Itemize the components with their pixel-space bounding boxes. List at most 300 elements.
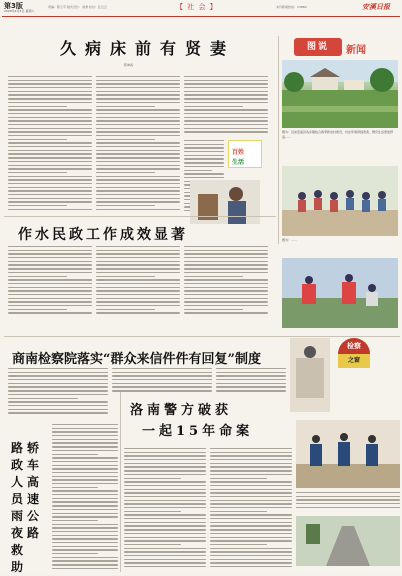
text-line [52,542,118,543]
text-line [210,551,292,552]
text-line [8,412,108,413]
text-line [96,124,180,125]
text-line [52,483,118,484]
text-line [52,520,98,521]
activity-photo-1-scene [282,166,398,236]
text-line [8,161,92,162]
text-line [8,246,92,247]
text-line [96,102,180,103]
text-line [8,106,67,107]
text-line [124,562,206,563]
text-line [8,209,92,210]
page-header [0,0,402,16]
text-line [124,474,206,475]
text-line [96,135,180,136]
text-line [112,368,212,369]
text-line [52,538,118,539]
text-line [210,540,292,541]
text-line [124,537,206,538]
hotline-meta: 本刊新闻热线：13860 [276,5,307,9]
issue-date: 2020年4月4日 星期六 [4,9,35,13]
text-line [112,386,212,387]
text-line [8,98,92,99]
text-line [8,91,92,92]
text-line [52,531,118,532]
column-divider [278,36,279,244]
text-line [96,190,180,191]
text-line [8,368,108,369]
picture-news-badge: 图说 [294,38,342,56]
text-line [52,498,118,499]
text-line [96,283,180,284]
text-line [124,496,206,497]
text-line [96,165,180,166]
text-line [96,146,180,147]
text-line [184,309,243,310]
text-line [124,514,206,515]
text-line [96,179,180,180]
text-line [184,144,224,145]
text-line [210,466,292,467]
text-line [96,309,155,310]
text-line [52,501,118,502]
text-line [184,253,268,254]
text-line [210,463,292,464]
prosecutor-photo-scene [290,338,330,412]
text-line [210,548,292,549]
text-line [96,139,155,140]
text-line [124,548,206,549]
text-line [112,390,212,391]
text-line [96,287,180,288]
text-line [8,409,108,410]
text-line [96,298,180,299]
text-line [216,379,286,380]
text-line [52,487,98,488]
text-line [96,150,180,151]
text-line [210,514,292,515]
text-line [52,424,118,425]
text-line [96,276,155,277]
text-line [52,535,118,536]
prosecutor-window-badge [334,338,374,370]
text-line [184,155,224,156]
story1-photo-scene [190,180,260,224]
text-line [8,142,92,143]
text-line [124,540,206,541]
text-line [8,257,92,258]
text-line [184,290,268,291]
text-line [184,298,268,299]
text-line [210,455,292,456]
text-line [96,161,180,162]
text-line [8,190,92,191]
text-line [8,87,92,88]
text-line [8,150,92,151]
text-line [210,470,292,471]
text-line [210,507,292,508]
text-line [184,170,212,171]
text-line [8,250,92,251]
text-line [8,179,92,180]
text-line [184,166,224,167]
text-line [184,117,268,118]
text-line [8,135,92,136]
text-line [96,209,180,210]
text-line [52,465,118,466]
text-line [8,102,92,103]
text-line [8,298,92,299]
text-line [96,117,180,118]
text-line [216,383,286,384]
page-number: 第3版 [4,2,23,10]
text-line [96,91,180,92]
text-line [96,250,180,251]
text-line [184,276,243,277]
text-line [96,128,180,129]
text-line [296,499,400,500]
story2-body-col2 [96,246,180,318]
text-line [96,168,180,169]
text-line [8,80,92,81]
text-line [8,261,92,262]
text-line [8,372,108,373]
text-line [8,276,67,277]
text-line [52,560,118,561]
caption-a: 图为：近来安溪县各乡镇结合春季新农村建设，村庄环境得到改善，群众生活更加舒适…… [282,130,394,139]
text-line [96,301,180,302]
text-line [52,557,118,558]
text-line [96,294,180,295]
story5-headline-col2: 路 政 人 员 雨 夜 救 助 [10,441,23,574]
activity-photo-1 [282,166,398,236]
text-line [124,452,206,453]
text-line [8,113,92,114]
story5-headline-col1: 轿 车 高 速 公 路 [26,441,39,540]
text-line [112,375,212,376]
text-line [8,83,92,84]
text-line [52,564,118,565]
editor-meta: 责编：陈兰平 版式设计：刘秀 校对：张云云 [48,5,107,9]
text-line [96,194,180,195]
text-line [52,505,118,506]
text-line [210,555,292,556]
text-line [184,272,268,273]
text-line [184,158,224,159]
story4-headline [130,400,253,442]
text-line [52,446,118,447]
text-line [8,386,108,387]
text-line [296,503,400,504]
text-line [52,546,118,547]
text-line [124,459,206,460]
text-line [96,198,180,199]
text-line [8,176,92,177]
text-line [52,494,118,495]
text-line [184,87,268,88]
text-line [96,279,180,280]
text-line [184,162,224,163]
text-line [8,187,92,188]
text-line [184,80,268,81]
text-line [184,287,268,288]
text-line [210,503,292,504]
text-line [216,386,286,387]
text-line [8,390,108,391]
text-line [124,500,206,501]
text-line [216,368,286,369]
text-line [112,383,212,384]
text-line [216,372,286,373]
text-line [8,94,92,95]
text-line [184,91,268,92]
road-photo [296,516,400,566]
text-line [52,428,118,429]
header-rule [2,16,400,17]
text-line [184,279,268,280]
story5-body [52,424,118,572]
text-line [96,176,180,177]
text-line [124,544,181,545]
text-line [184,109,268,110]
story1-body-col2 [96,76,180,216]
text-line [52,442,118,443]
text-line [124,533,206,534]
text-line [52,472,118,473]
text-line [210,492,292,493]
text-line [8,279,92,280]
text-line [96,157,180,158]
text-line [8,165,92,166]
text-line [52,450,118,451]
story1-photo [190,180,260,224]
text-line [52,524,118,525]
text-line [216,390,286,391]
village-photo [282,60,398,128]
text-line [52,509,118,510]
text-line [184,124,268,125]
text-line [96,83,180,84]
text-line [8,124,92,125]
text-line [8,272,92,273]
caption-b: 图为：…… [282,238,298,242]
newspaper-logo: 安溪日报 [362,2,390,11]
text-line [8,268,92,269]
text-line [184,305,268,306]
text-line [124,466,206,467]
text-line [52,513,118,514]
text-line [8,264,92,265]
picture-news-banner [282,38,400,58]
text-line [96,201,180,202]
text-line [124,529,206,530]
case-badge-bottom: 之窗 [338,354,370,368]
text-line [184,94,268,95]
text-line [124,478,181,479]
text-line [96,80,180,81]
text-line [52,461,118,462]
text-line [8,183,92,184]
text-line [8,194,92,195]
story-divider [4,216,276,217]
text-line [124,448,206,449]
text-line [210,522,292,523]
text-line [96,261,180,262]
village-meeting-photo-scene [296,420,400,488]
text-line [96,120,180,121]
text-line [184,76,268,77]
caption-c-lines [296,492,400,512]
text-line [96,87,180,88]
text-line [210,533,292,534]
text-line [210,518,292,519]
text-line [8,405,108,406]
text-line [52,516,118,517]
text-line [184,264,268,265]
text-line [216,375,286,376]
text-line [210,489,292,490]
story3-body-col2 [112,368,212,396]
story2-body-col1 [8,246,92,318]
text-line [8,205,67,206]
text-line [184,250,268,251]
text-line [210,500,292,501]
story4-headline-line2: 一起15年命案 [142,424,254,439]
text-line [8,312,92,313]
text-line [8,146,92,147]
text-line [96,305,180,306]
text-line [124,455,206,456]
text-line [210,448,292,449]
text-line [8,131,92,132]
text-line [184,294,268,295]
text-line [52,476,118,477]
text-line [184,301,268,302]
text-line [8,128,92,129]
text-line [184,151,224,152]
text-line [210,544,267,545]
text-line [184,257,268,258]
village-photo-scene [282,60,398,128]
text-line [184,106,243,107]
text-line [184,140,224,141]
text-line [8,117,92,118]
text-line [96,272,180,273]
text-line [52,457,118,458]
text-line [52,490,118,491]
text-line [124,525,206,526]
text-line [52,479,118,480]
baixing-promo-box [228,140,262,168]
text-line [210,452,292,453]
activity-photo-2 [282,258,398,328]
promo-line2: 生活 [232,159,245,166]
text-line [296,507,400,508]
text-line [96,268,180,269]
text-line [96,257,180,258]
text-line [8,375,108,376]
text-line [184,173,224,174]
text-line [8,287,92,288]
text-line [124,485,206,486]
text-line [296,492,400,493]
text-line [124,503,206,504]
road-photo-scene [296,516,400,566]
text-line [184,128,268,129]
story2-headline: 作水民政工作成效显著 [18,227,188,243]
text-line [124,507,206,508]
text-line [112,379,212,380]
text-line [210,529,292,530]
text-line [52,435,118,436]
story3-headline: 商南检察院落实“群众来信件件有回复”制度 [12,352,261,367]
text-line [112,372,212,373]
text-line [8,172,67,173]
text-line [8,198,92,199]
activity-photo-2-scene [282,258,398,328]
text-line [96,187,180,188]
text-line [210,537,292,538]
text-line [8,153,92,154]
text-line [124,555,206,556]
text-line [8,305,92,306]
text-line [184,113,268,114]
text-line [8,309,67,310]
text-line [210,485,292,486]
text-line [96,290,180,291]
text-line [210,525,292,526]
text-line [96,113,180,114]
text-line [210,474,292,475]
text-line [52,468,118,469]
text-line [96,253,180,254]
text-line [124,566,206,567]
text-line [8,139,67,140]
story-divider-2 [4,336,400,337]
text-line [8,120,92,121]
text-line [184,283,268,284]
text-line [96,76,180,77]
text-line [96,98,180,99]
text-line [8,401,108,402]
text-line [8,253,92,254]
text-line [210,478,267,479]
story1-body-col1 [8,76,92,216]
text-line [210,459,292,460]
text-line [96,142,180,143]
text-line [184,102,268,103]
text-line [96,312,180,313]
text-line [96,205,155,206]
text-line [8,294,92,295]
story4-body-col2 [210,448,292,572]
story3-body-col1 [8,368,108,418]
text-line [8,76,92,77]
text-line [210,566,292,567]
story4-body-col1 [124,448,206,572]
text-line [124,511,181,512]
text-line [96,109,180,110]
village-meeting-photo [296,420,400,488]
story4-headline-line1: 洛南警方破获 [130,403,233,418]
text-line [210,481,292,482]
text-line [124,492,206,493]
text-line [124,489,206,490]
story3-body-col3 [216,368,286,396]
text-line [124,559,206,560]
story1-headline: 久病床前有贤妻 [60,39,236,58]
text-line [8,398,78,399]
